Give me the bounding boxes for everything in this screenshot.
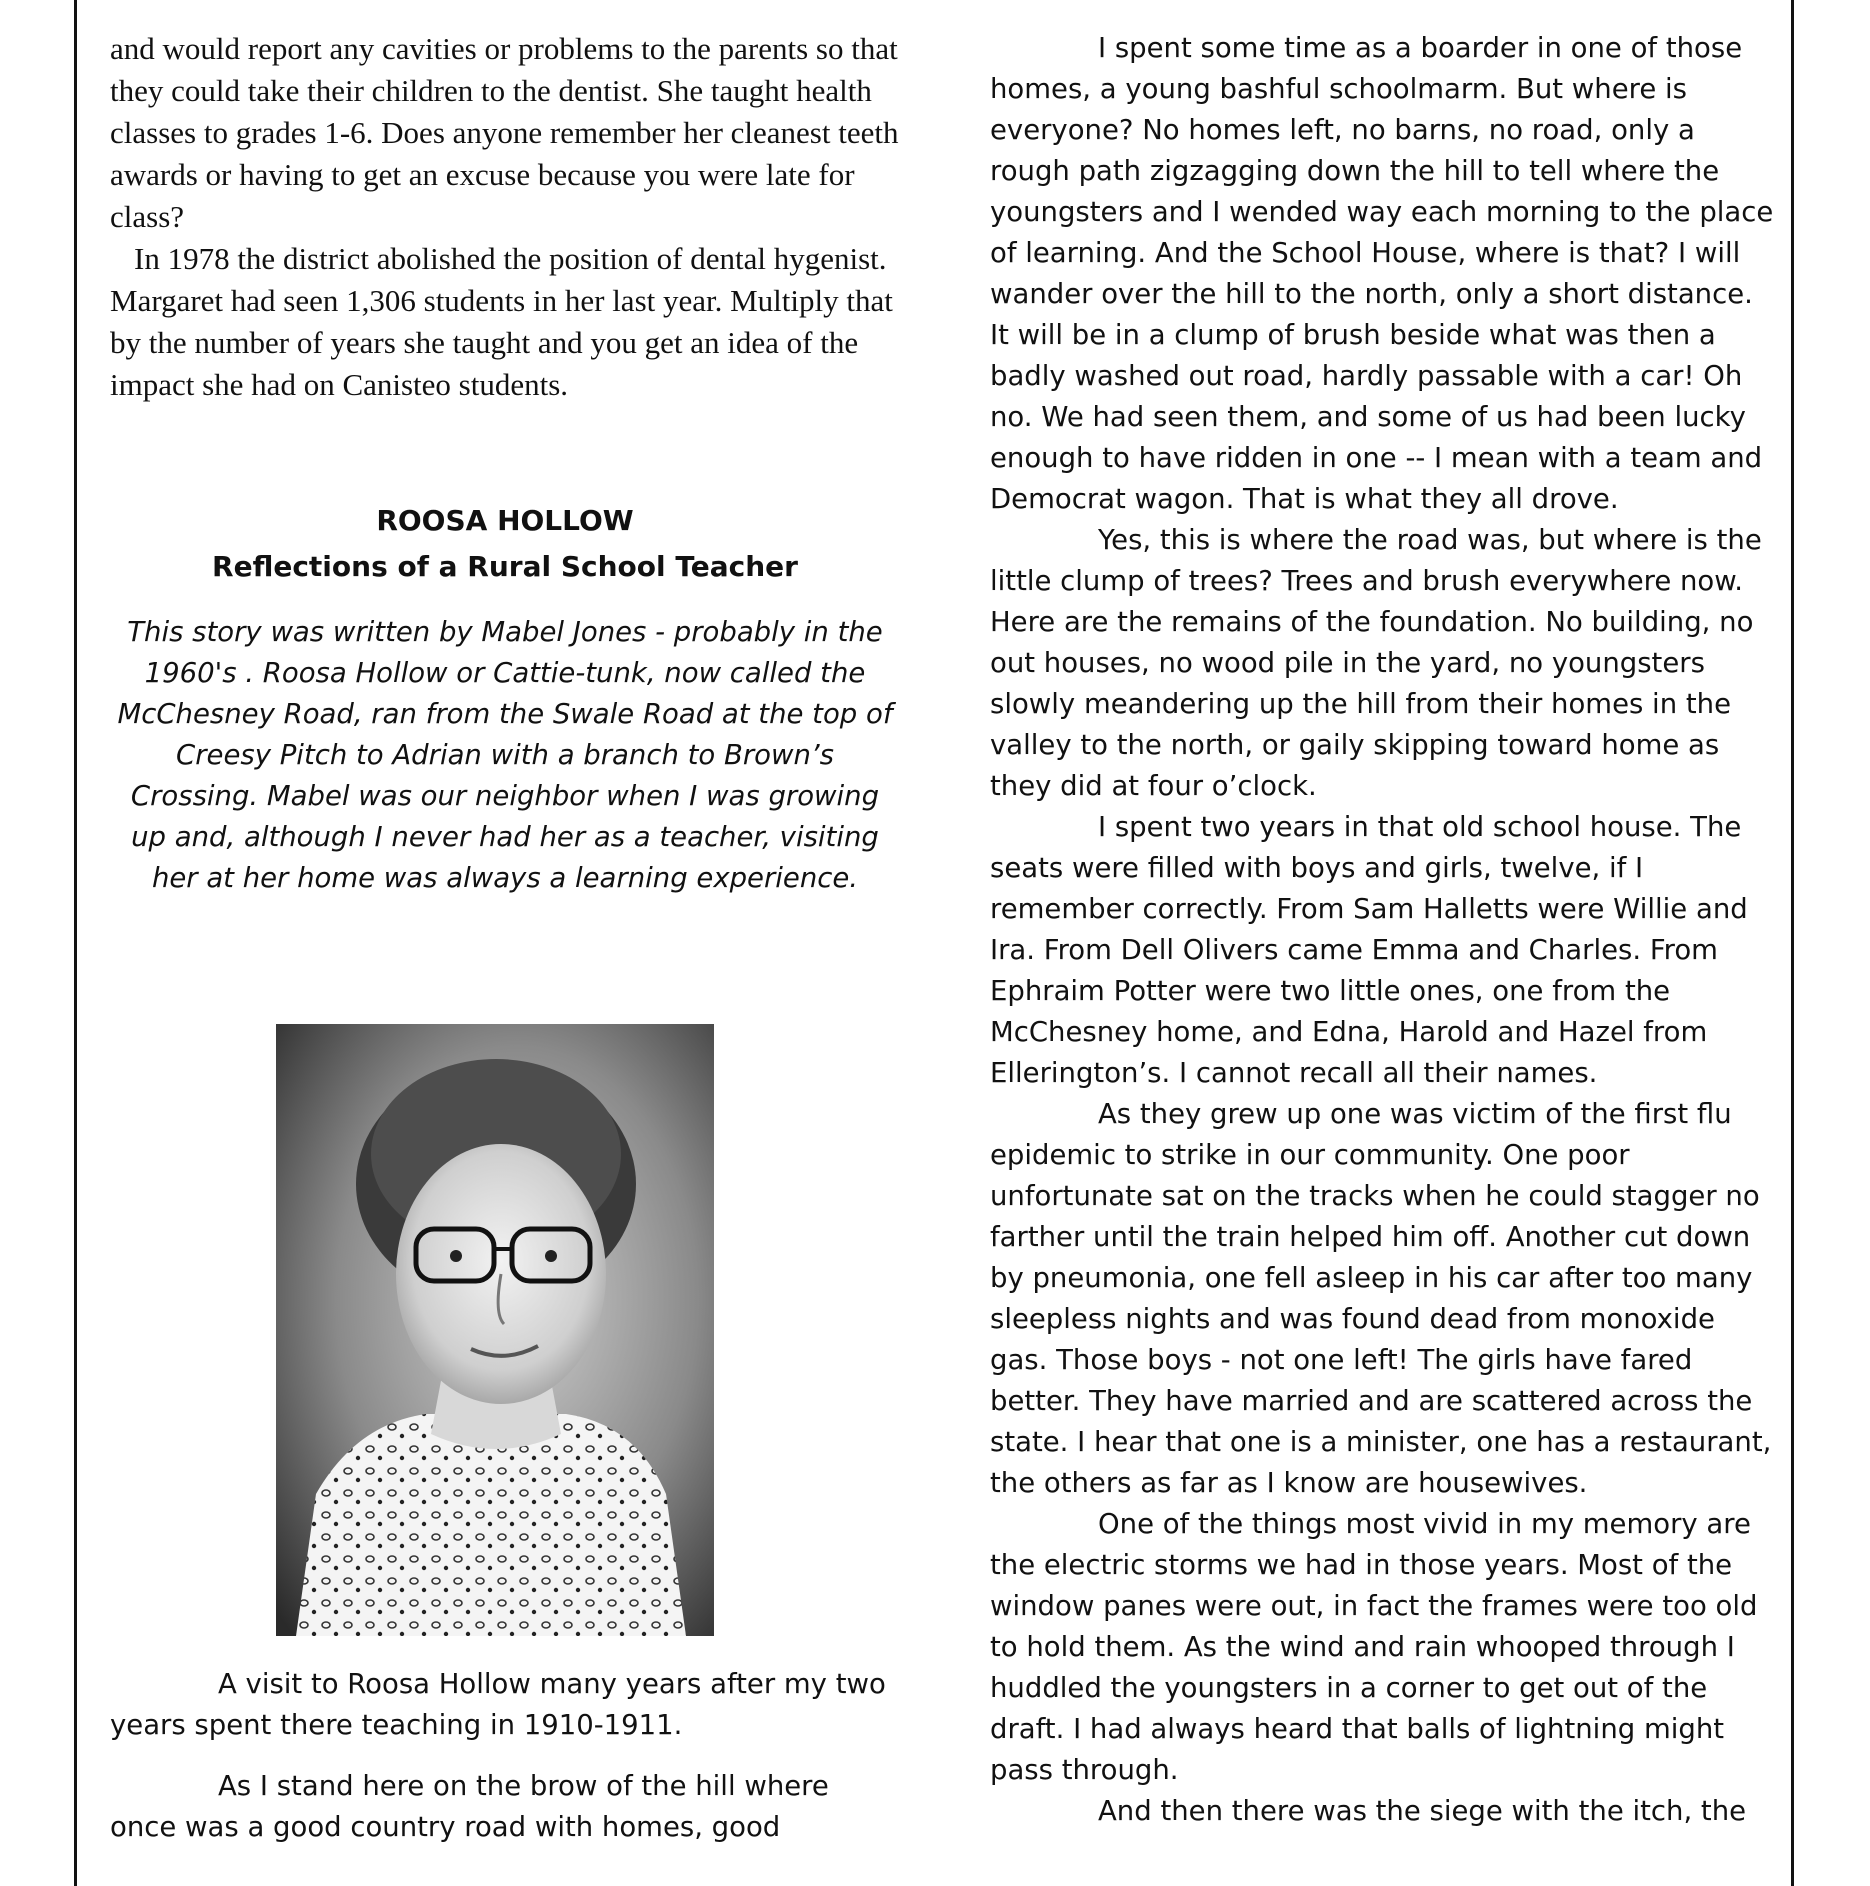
right-paragraph-6: And then there was the siege with the itch, the: [1098, 1795, 1747, 1827]
right-paragraph-4: As they grew up one was victim of the first flu epidemic to strike in our community. One poor unfortunate sat on the tracks when he could stagger no farther until the train helped him off. Another cut down by pneumonia, one fell asleep in his car after too many sleepless nights and was found dead from monoxide gas. Those boys - not one left! The girls have fared better. They have married and are scattered across the state. I hear that one is a minister, one has a restaurant, the others as far as I know are housewives.: [990, 1098, 1772, 1499]
portrait-photo: [276, 1024, 714, 1636]
right-column: [990, 28, 1780, 1832]
continuation-paragraph-2: In 1978 the district abolished the position of dental hygenist. Margaret had seen 1,306 students in her last year. Multiply that by the number of years she taught and you get an idea of the impact she had on Canisteo students.: [110, 241, 893, 402]
right-paragraph-3: I spent two years in that old school house. The seats were filled with boys and girls, twelve, if I remember correctly. From Sam Halletts were Willie and Ira. From Dell Olivers came Emma and Charles. From Ephraim Potter were two little ones, one from the McChesney home, and Edna, Harold and Hazel from Ellerington’s. I cannot recall all their names.: [990, 811, 1748, 1089]
article-intro: This story was written by Mabel Jones - probably in the 1960's . Roosa Hollow or Cattie-tunk, now called the McChesney Road, ran from the Swale Road at the top of Creesy Pitch to Adrian with a branch to Brown’s Crossing. Mabel was our neighbor when I was growing up and, although I never had her as a teacher, visiting her at her home was always a learning experience.: [117, 616, 893, 894]
continuation-paragraph-1: and would report any cavities or problems to the parents so that they could take their children to the dentist. She taught health classes to grades 1-6. Does anyone remember her cleanest teeth awards or having to get an excuse because you were late for class?: [110, 31, 899, 234]
article-paragraph-1: A visit to Roosa Hollow many years after my two years spent there teaching in 1910-1911.: [110, 1668, 886, 1741]
article-title: ROOSA HOLLOW: [376, 504, 634, 537]
right-paragraph-2: Yes, this is where the road was, but where is the little clump of trees? Trees and brush everywhere now. Here are the remains of the foundation. No building, no out houses, no wood pile in the yard, no youngsters slowly meandering up the hill from their homes in the valley to the north, or gaily skipping toward home as they did at four o’clock.: [990, 524, 1762, 802]
right-paragraph-1: I spent some time as a boarder in one of those homes, a young bashful schoolmarm. But where is everyone? No homes left, no barns, no road, only a rough path zigzagging down the hill to tell where the youngsters and I wended way each morning to the place of learning. And the School House, where is that? I will wander over the hill to the north, only a short distance. It will be in a clump of brush beside what was then a badly washed out road, hardly passable with a car! Oh no. We had seen them, and some of us had been lucky enough to have ridden in one -- I mean with a team and Democrat wagon. That is what they all drove.: [990, 32, 1774, 515]
right-paragraph-5: One of the things most vivid in my memory are the electric storms we had in those years. Most of the window panes were out, in fact the frames were too old to hold them. As the wind and rain whooped through I huddled the youngsters in a corner to get out of the draft. I had always heard that balls of lightning might pass through.: [990, 1508, 1758, 1786]
article-paragraph-2: As I stand here on the brow of the hill where once was a good country road with homes, good: [110, 1770, 829, 1843]
article-subtitle: Reflections of a Rural School Teacher: [212, 550, 798, 583]
left-column: [110, 28, 900, 899]
left-column-lower: [110, 1664, 900, 1848]
